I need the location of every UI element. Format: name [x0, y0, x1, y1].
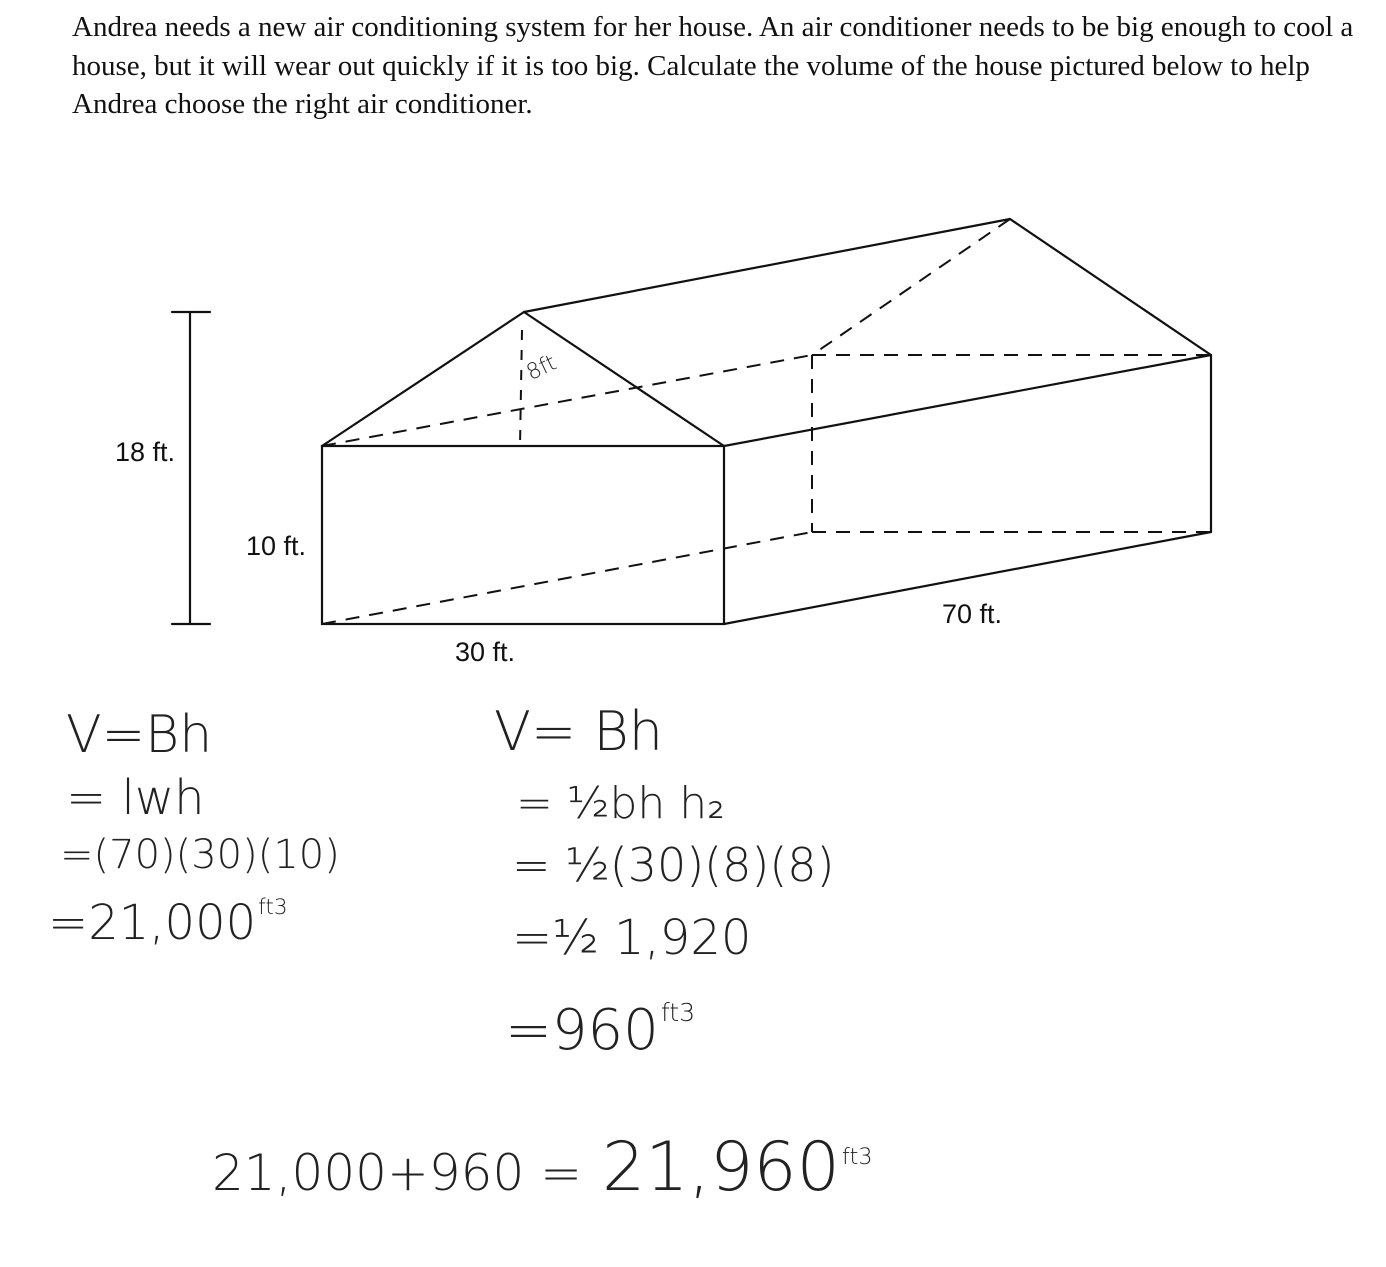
right-work-line-5	[505, 998, 695, 1063]
hidden-left-bottom	[322, 532, 812, 624]
final-unit: ft3	[841, 1144, 873, 1171]
label-wall-height: 10 ft.	[246, 531, 307, 561]
left-work-volume: =21,000	[48, 895, 257, 951]
right-work-line-2: = ½bh h₂	[516, 778, 725, 829]
right-work-line-3: = ½(30)(8)(8)	[512, 838, 835, 892]
left-work-unit: ft3	[258, 895, 288, 921]
hidden-left-eave	[322, 355, 812, 446]
final-sum: 21,000+960 =	[212, 1144, 583, 1202]
left-work-line-1: V=Bh	[66, 705, 213, 765]
label-length: 70 ft.	[942, 599, 1003, 629]
front-gable-right	[524, 312, 724, 446]
roof-ridge	[524, 219, 1010, 312]
front-gable-left	[322, 312, 524, 446]
final-sum-line	[212, 1128, 873, 1207]
roof-height-line	[520, 330, 522, 446]
right-work-line-4: =½ 1,920	[512, 910, 752, 966]
left-work-line-2: = lwh	[66, 770, 205, 826]
front-wall	[322, 446, 724, 624]
final-result: 21,960	[601, 1128, 840, 1207]
right-work-line-1: V= Bh	[494, 700, 663, 763]
problem-statement: Andrea needs a new air conditioning system for her house. An air conditioner needs to be big enough to cool a house, but it will wear out quickly if it is too big. Calculate the volume of the house pictured below to help Andrea choose the right air conditioner.	[72, 11, 1354, 120]
back-gable-right	[1010, 219, 1211, 355]
hidden-back-gable-left	[812, 219, 1010, 355]
right-eave	[724, 355, 1211, 446]
left-work-line-3: =(70)(30)(10)	[60, 832, 340, 878]
right-work-unit: ft3	[660, 997, 696, 1027]
right-work-volume: =960	[505, 998, 659, 1063]
label-total-height: 18 ft.	[115, 437, 176, 467]
label-width: 30 ft.	[455, 637, 516, 667]
label-roof-height: 8ft	[522, 350, 561, 386]
left-work-line-4	[48, 895, 288, 951]
